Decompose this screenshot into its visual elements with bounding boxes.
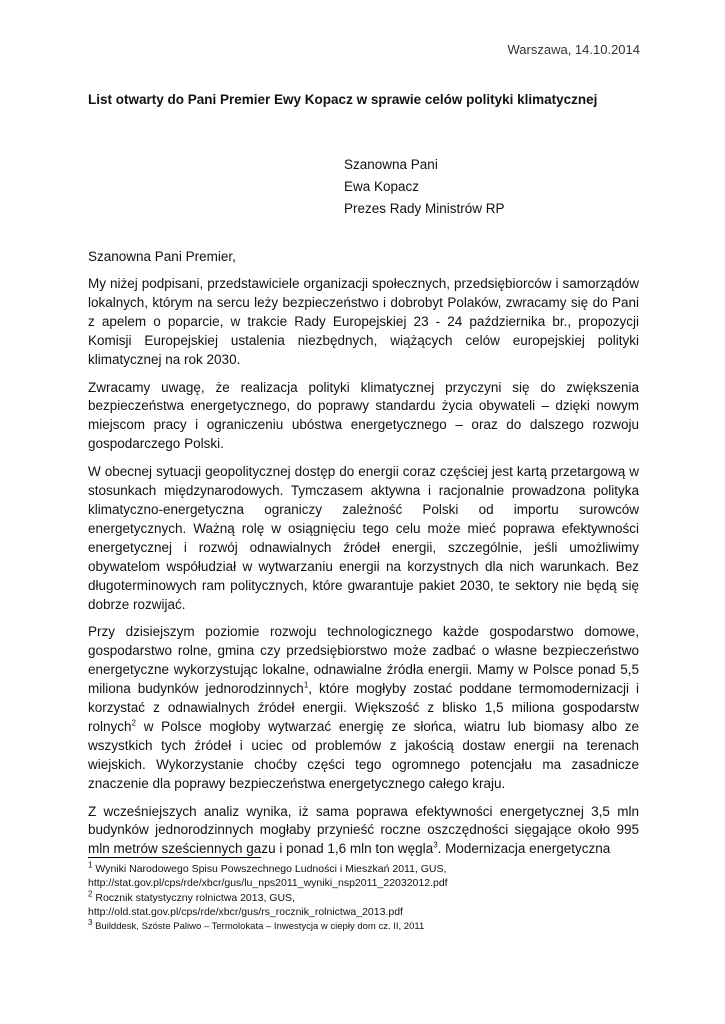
letter-date: Warszawa, 14.10.2014 bbox=[507, 42, 640, 57]
paragraph-5-part-b: . Modernizacja energetyczna bbox=[437, 841, 611, 857]
paragraph-2: Zwracamy uwagę, że realizacja polityki klimatycznej przyczyni się do zwiększenia bezpieczeństwa energetycznego, do poprawy standardu życia obywateli – dzięki nowym miejscom pracy i ograniczeniu ubóstwa energetycznego – oraz do dalszego rozwoju gospodarczego Polski. bbox=[88, 379, 639, 452]
recipient-line-greeting: Szanowna Pani bbox=[344, 157, 438, 172]
footnote-2-text: Rocznik statystyczny rolnictwa 2013, GUS, bbox=[95, 891, 295, 904]
paragraph-5-part-a: Z wcześniejszych analiz wynika, iż sama poprawa efektywności energetycznej 3,5 mln budynków jednorodzinnych mogłaby przynieść roczne oszczędności sięgające około 995 mln metrów sześciennych gazu i ponad 1,6 mln ton węgla bbox=[88, 803, 639, 857]
paragraph-4-part-a: Przy dzisiejszym poziomie rozwoju technologicznego każde gospodarstwo domowe, gospodarstwo rolne, gmina czy przedsiębiorstwo może zadbać o własne bezpieczeństwo energetyczne wykorzystując lokalne, odnawialne źródła energii. Mamy w Polsce ponad 5,5 miliona budynków jednorodzinnych bbox=[88, 624, 639, 697]
footnote-2-link[interactable]: http://old.stat.gov.pl/cps/rde/xbcr/gus/rs_rocznik_rolnictwa_2013.pdf bbox=[88, 906, 403, 919]
paragraph-1: My niżej podpisani, przedstawiciele organizacji społecznych, przedsiębiorców i samorządów lokalnych, którym na sercu leży bezpieczeństwo i dobrobyt Polaków, zwracamy się do Pani z apelem o poparcie, w trakcie Rady Europejskiej 23 - 24 października br., propozycji Komisji Europejskiej ustalenia niezbędnych, wiążących celów europejskiej polityki klimatycznej na rok 2030. bbox=[88, 276, 639, 367]
footnote-1-link[interactable]: http://stat.gov.pl/cps/rde/xbcr/gus/lu_nps2011_wyniki_nsp2011_22032012.pdf bbox=[88, 877, 448, 890]
footnote-2-number: 2 bbox=[88, 889, 93, 899]
letter-title: List otwarty do Pani Premier Ewy Kopacz w sprawie celów polityki klimatycznej bbox=[88, 92, 598, 107]
footnote-1-text: Wyniki Narodowego Spisu Powszechnego Ludności i Mieszkań 2011, GUS, bbox=[95, 863, 447, 875]
footnote-3-text: Builddesk, Szóste Paliwo – Termolokata – Inwestycja w ciepły dom cz. II, 2011 bbox=[95, 920, 425, 932]
footnotes bbox=[88, 862, 648, 934]
footnote-ref-3[interactable]: 3 bbox=[433, 840, 438, 850]
footnote-2-line bbox=[88, 891, 648, 905]
footnote-1 bbox=[88, 862, 648, 891]
recipient-block bbox=[344, 154, 505, 220]
recipient-line-name: Ewa Kopacz bbox=[344, 179, 420, 194]
paragraph-4 bbox=[88, 623, 639, 793]
footnote-2 bbox=[88, 891, 648, 920]
paragraph-3: W obecnej sytuacji geopolitycznej dostęp do energii coraz częściej jest kartą przetargową w stosunkach międzynarodowych. Tymczasem aktywna i racjonalnie prowadzona polityka klimatyczno-energetyczna ograniczy zależność Polski od importu surowców energetycznych. Ważną rolę w osiągnięciu tego celu może mieć poprawa efektywności energetycznej i rozwój odnawialnych źródeł energii, szczególnie, jeśli umożliwimy obywatelom współudział w wytwarzaniu energii na korzystnych dla nich warunkach. Bez długoterminowych ram politycznych, które gwarantuje pakiet 2030, te sektory nie będą się dobrze rozwijać. bbox=[88, 464, 639, 612]
paragraph-4-part-c: w Polsce mogłoby wytwarzać energię ze słońca, wiatru lub biomasy albo ze wszystkich tych źródeł i uciec od problemów z jakością dostaw energii na terenach wiejskich. Wykorzystanie choćby części tego ogromnego potencjału ma zasadnicze znaczenie dla poprawy bezpieczeństwa energetycznego całego kraju. bbox=[88, 718, 639, 791]
footnote-divider bbox=[88, 857, 261, 858]
footnote-3-line bbox=[88, 917, 648, 934]
footnote-1-number: 1 bbox=[88, 860, 93, 870]
recipient-line-office: Prezes Rady Ministrów RP bbox=[344, 201, 505, 216]
salutation: Szanowna Pani Premier, bbox=[88, 249, 236, 264]
footnote-ref-1[interactable]: 1 bbox=[303, 680, 309, 690]
footnote-ref-2[interactable]: 2 bbox=[131, 718, 136, 728]
letter-body bbox=[88, 275, 639, 868]
footnote-3 bbox=[88, 917, 648, 934]
footnote-3-number: 3 bbox=[88, 917, 93, 927]
paragraph-5 bbox=[88, 803, 639, 860]
paragraph-4-part-b: , które mogłyby zostać poddane termomodernizacji i korzystać z odnawialnych źródeł energii. Większość z blisko 1,5 miliona gospodarstw rolnych bbox=[88, 681, 639, 734]
footnote-1-line bbox=[88, 862, 648, 876]
